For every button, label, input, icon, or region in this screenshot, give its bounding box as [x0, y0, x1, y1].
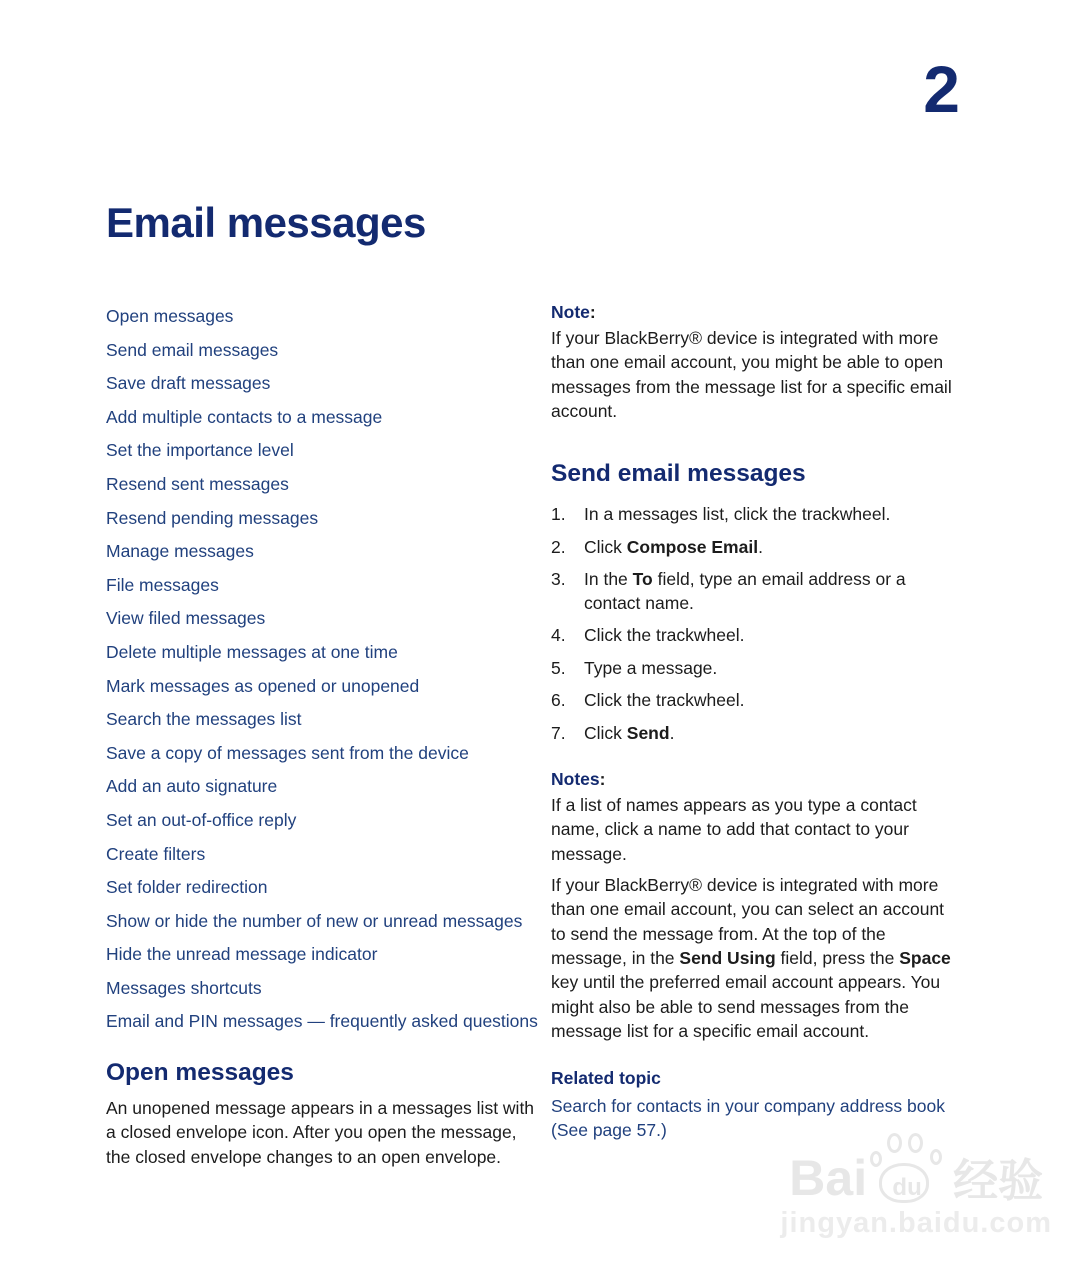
toc-link[interactable]: Set folder redirection	[106, 877, 268, 898]
note-block	[551, 300, 963, 423]
bold-text: Space	[899, 947, 951, 968]
text: If your BlackBerry® device is integrated with more than one email account, you can select an account to send the message from. At the top of the message, in the	[551, 875, 945, 968]
toc-link[interactable]: Search the messages list	[106, 709, 302, 730]
bold-text: Send Using	[679, 947, 776, 968]
text: .	[758, 536, 763, 557]
baidu-jingyan-cn-text: 经验	[953, 1155, 1044, 1206]
step-item	[551, 689, 963, 713]
notes-paragraph	[551, 873, 963, 1043]
step-item	[551, 657, 963, 681]
step-item	[551, 536, 963, 560]
text: .	[669, 722, 675, 743]
step-number: 2.	[551, 536, 566, 557]
notes-paragraph	[551, 793, 963, 866]
toc-link[interactable]: Open messages	[106, 306, 234, 326]
text: key until the preferred email account appears. You might also be able to send messages from the message list for a specific email account.	[551, 972, 941, 1041]
text: Click the trackwheel.	[584, 625, 745, 646]
text: Click the trackwheel.	[584, 690, 745, 711]
bold-text: Send	[626, 722, 670, 743]
notes-label-colon: :	[599, 769, 606, 790]
step-number: 1.	[551, 504, 566, 525]
step-number: 5.	[551, 657, 566, 678]
toc-link[interactable]: Resend pending messages	[106, 507, 319, 528]
toc-link[interactable]: Save draft messages	[106, 373, 271, 394]
toc-list	[106, 300, 538, 1039]
toc-link[interactable]: File messages	[106, 574, 219, 595]
open-messages-section	[106, 1058, 538, 1169]
step-item	[551, 503, 963, 527]
notes-paragraphs	[551, 793, 963, 1043]
toc-link[interactable]: Set the importance level	[106, 440, 294, 461]
toc-link[interactable]: Mark messages as opened or unopened	[106, 675, 420, 696]
toc-link[interactable]: Add multiple contacts to a message	[106, 406, 383, 427]
step-item	[551, 568, 963, 615]
text: Type a message.	[584, 657, 718, 678]
baidu-logo	[780, 1131, 1052, 1206]
paw-toe-icon	[887, 1133, 902, 1153]
related-topic-link[interactable]: Search for contacts in your company address book (See page 57.)	[551, 1096, 945, 1141]
step-item	[551, 722, 963, 746]
notes-block	[551, 767, 963, 1043]
steps-list	[551, 503, 963, 745]
send-email-heading: Send email messages	[551, 460, 806, 488]
baidu-watermark-domain: jingyan.baidu.com	[780, 1207, 1052, 1239]
text: In a messages list, click the trackwheel.	[584, 504, 891, 525]
baidu-paw-icon	[870, 1131, 944, 1203]
toc-link[interactable]: Create filters	[106, 843, 206, 864]
step-number: 6.	[551, 690, 566, 711]
toc-link[interactable]: Set an out-of-office reply	[106, 809, 297, 830]
page-number: 2	[923, 52, 960, 126]
page-title: Email messages	[106, 199, 426, 246]
text: In the	[584, 569, 633, 590]
baidu-watermark	[780, 1131, 1052, 1238]
text: Click	[584, 722, 627, 743]
toc-link[interactable]: Messages shortcuts	[106, 977, 262, 998]
paw-toe-icon	[930, 1149, 942, 1165]
note-label-colon: :	[589, 302, 596, 322]
note-text: If your BlackBerry® device is integrated with more than one email account, you might be able to open messages from the message list for a specific email account.	[551, 328, 952, 421]
step-number: 7.	[551, 722, 566, 743]
right-column	[551, 300, 963, 1143]
toc-link[interactable]: Add an auto signature	[106, 776, 278, 797]
text: Click	[584, 536, 627, 557]
baidu-logo-bai-text: Bai	[789, 1150, 868, 1206]
note-label	[551, 300, 963, 324]
step-text	[584, 624, 963, 648]
related-topic-heading: Related topic	[551, 1068, 661, 1089]
toc-link[interactable]: Hide the unread message indicator	[106, 944, 378, 965]
step-text	[584, 503, 963, 527]
bold-text: To	[632, 569, 653, 590]
toc-link[interactable]: Save a copy of messages sent from the device	[106, 742, 469, 763]
bold-text: Compose Email	[626, 536, 759, 557]
step-number: 3.	[551, 569, 566, 590]
toc-link[interactable]: Manage messages	[106, 541, 254, 562]
step-text	[584, 657, 963, 681]
paw-toe-icon	[908, 1133, 923, 1153]
step-text	[584, 689, 963, 713]
toc-link[interactable]: Resend sent messages	[106, 473, 289, 494]
step-number: 4.	[551, 625, 566, 646]
toc-link[interactable]: Send email messages	[106, 339, 279, 360]
baidu-logo-du-text: du	[892, 1174, 922, 1201]
notes-label-text: Notes	[551, 769, 600, 790]
text: field, press the	[775, 947, 900, 968]
open-messages-heading: Open messages	[106, 1059, 294, 1087]
step-item	[551, 624, 963, 648]
notes-label	[551, 767, 963, 791]
step-text	[584, 568, 963, 615]
left-column	[106, 300, 538, 1169]
step-text	[584, 536, 963, 560]
text: field, type an email address or a contact name.	[584, 569, 906, 613]
open-messages-body: An unopened message appears in a messages list with a closed envelope icon. After you open the message, the closed envelope changes to an open envelope.	[106, 1098, 535, 1167]
paw-toe-icon	[870, 1151, 882, 1167]
toc-link[interactable]: Delete multiple messages at one time	[106, 641, 398, 662]
text: If a list of names appears as you type a contact name, click a name to add that contact to your message.	[551, 795, 917, 864]
toc-link[interactable]: Show or hide the number of new or unread messages	[106, 910, 523, 931]
note-label-text: Note	[551, 302, 590, 322]
step-text	[584, 722, 963, 746]
toc-link[interactable]: Email and PIN messages — frequently asked questions	[106, 1011, 538, 1032]
toc-link[interactable]: View filed messages	[106, 608, 266, 629]
